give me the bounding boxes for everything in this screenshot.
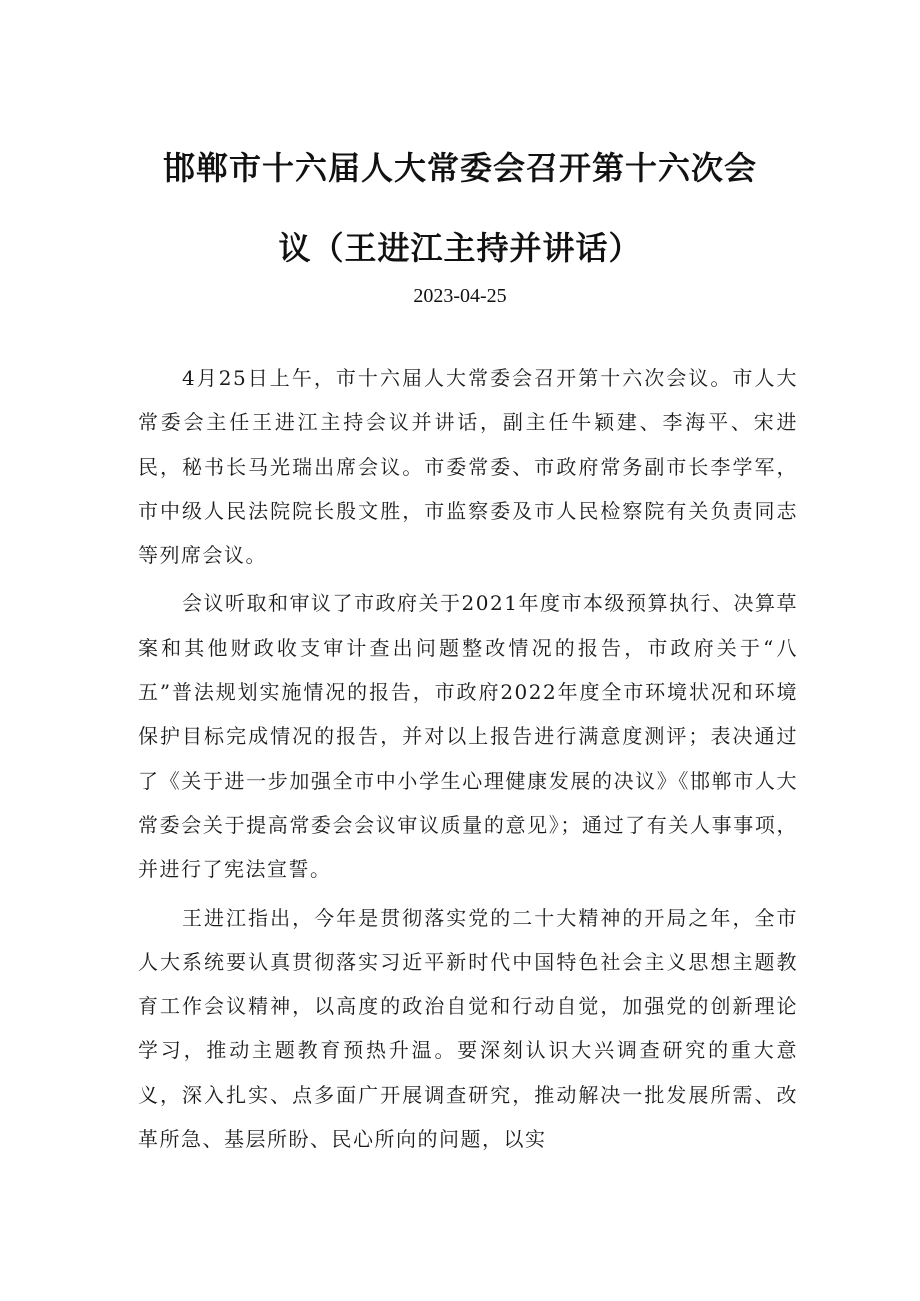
document-date: 2023-04-25 xyxy=(413,285,507,307)
paragraph: 会议听取和审议了市政府关于2021年度市本级预算执行、决算草案和其他财政收支审计查出问题整改情况的报告，市政府关于“八五”普法规划实施情况的报告，市政府2022年度全市环境状况和环境保护目标完成情况的报告，并对以上报告进行满意度测评；表决通过了《关于进一步加强全市中小学生心理健康发展的决议》《邯郸市人大常委会关于提高常委会会议审议质量的意见》；通过了有关人事事项，并进行了宪法宣誓。 xyxy=(138,591,798,882)
document-title-line-1: 邯郸市十六届人大常委会召开第十六次会 xyxy=(162,149,757,187)
document-body xyxy=(138,356,798,1165)
document-title-line-2: 议（王进江主持并讲话） xyxy=(278,229,642,267)
paragraph: 王进江指出，今年是贯彻落实党的二十大精神的开局之年，全市人大系统要认真贯彻落实习近平新时代中国特色社会主义思想主题教育工作会议精神，以高度的政治自觉和行动自觉，加强党的创新理论学习，推动主题教育预热升温。要深刻认识大兴调查研究的重大意义，深入扎实、点多面广开展调查研究，推动解决一批发展所需、改革所急、基层所盼、民心所向的问题，以实 xyxy=(138,905,798,1152)
paragraph: 4月25日上午，市十六届人大常委会召开第十六次会议。市人大常委会主任王进江主持会议并讲话，副主任牛颖建、李海平、宋进民，秘书长马光瑞出席会议。市委常委、市政府常务副市长李学军，市中级人民法院院长殷文胜，市监察委及市人民检察院有关负责同志等列席会议。 xyxy=(138,366,798,568)
